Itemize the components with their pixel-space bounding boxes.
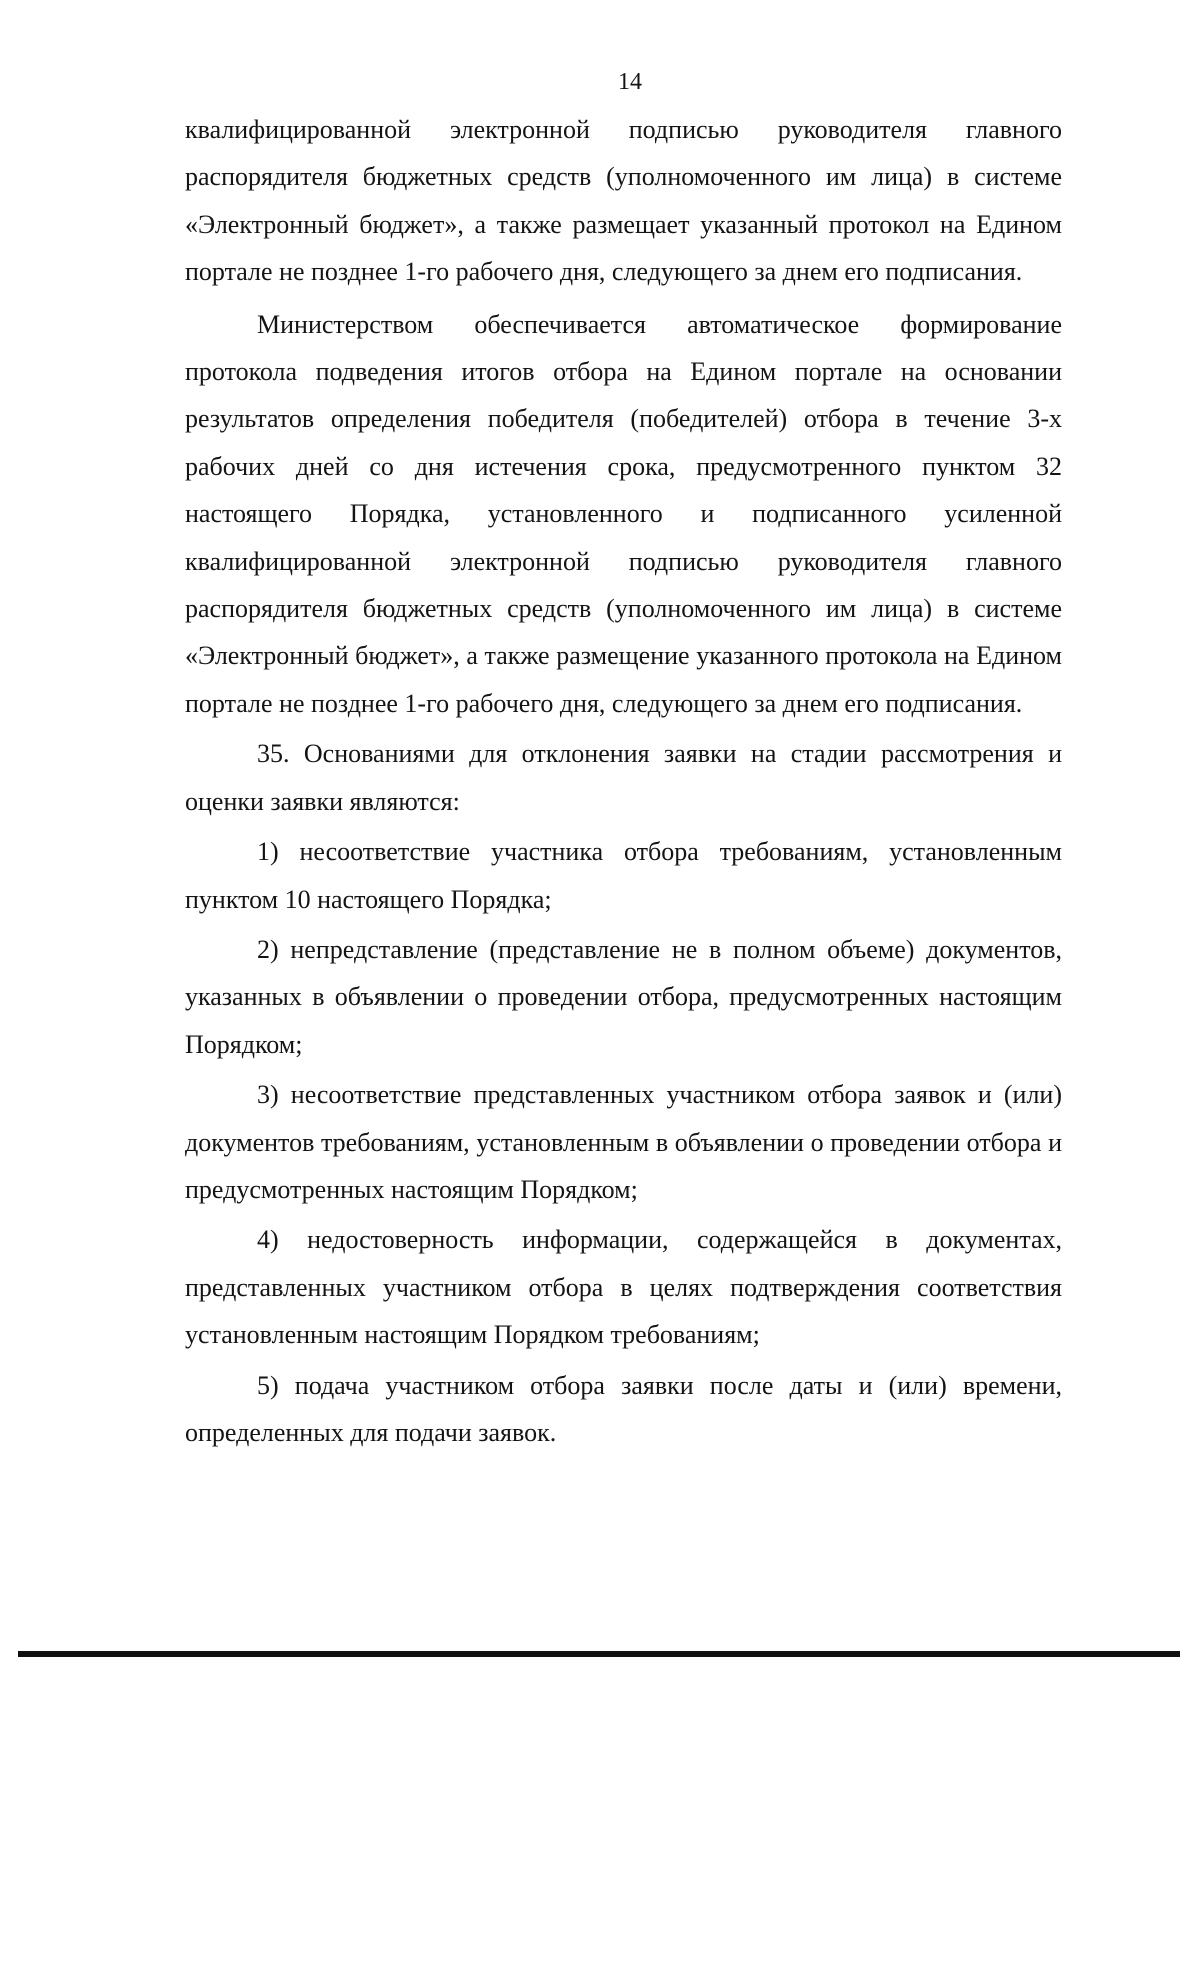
paragraph-continuation: квалифицированной электронной подписью руководителя главного распорядителя бюджетных средств (уполномоченного им лица) в системе «Электронный бюджет», а также размещает указанный протокол на Едином портале не позднее 1-го рабочего дня, следующего за днем его подписания. bbox=[185, 115, 1062, 287]
list-item-3: 3) несоответствие представленных участником отбора заявок и (или) документов требованиям, установленным в объявлении о проведении отбора и предусмотренных настоящим Порядком; bbox=[185, 1080, 1062, 1204]
list-item-1: 1) несоответствие участника отбора требованиям, установленным пунктом 10 настоящего Порядка; bbox=[185, 837, 1062, 914]
paragraph-ministry-protocol: Министерством обеспечивается автоматическое формирование протокола подведения итогов отбора на Едином портале на основании результатов определения победителя (победителей) отбора в течение 3-х рабочих дней со дня истечения срока, предусмотренного пунктом 32 настоящего Порядка, установленного и подписанного усиленной квалифицированной электронной подписью руководителя главного распорядителя бюджетных средств (уполномоченного им лица) в системе «Электронный бюджет», а также размещение указанного протокола на Едином портале не позднее 1-го рабочего дня, следующего за днем его подписания. bbox=[185, 309, 1062, 718]
page-number: 14 bbox=[618, 69, 642, 95]
list-item-5: 5) подача участником отбора заявки после даты и (или) времени, определенных для подачи заявок. bbox=[185, 1370, 1062, 1447]
bottom-divider-line bbox=[18, 1651, 1180, 1657]
document-body bbox=[185, 106, 1062, 1456]
paragraph-item-35: 35. Основаниями для отклонения заявки на стадии рассмотрения и оценки заявки являются: bbox=[185, 739, 1062, 816]
list-item-2: 2) непредставление (представление не в полном объеме) документов, указанных в объявлении о проведении отбора, предусмотренных настоящим Порядком; bbox=[185, 934, 1062, 1059]
list-item-4: 4) недостоверность информации, содержащейся в документах, представленных участником отбора в целях подтверждения соответствия установленным настоящим Порядком требованиям; bbox=[185, 1225, 1062, 1350]
